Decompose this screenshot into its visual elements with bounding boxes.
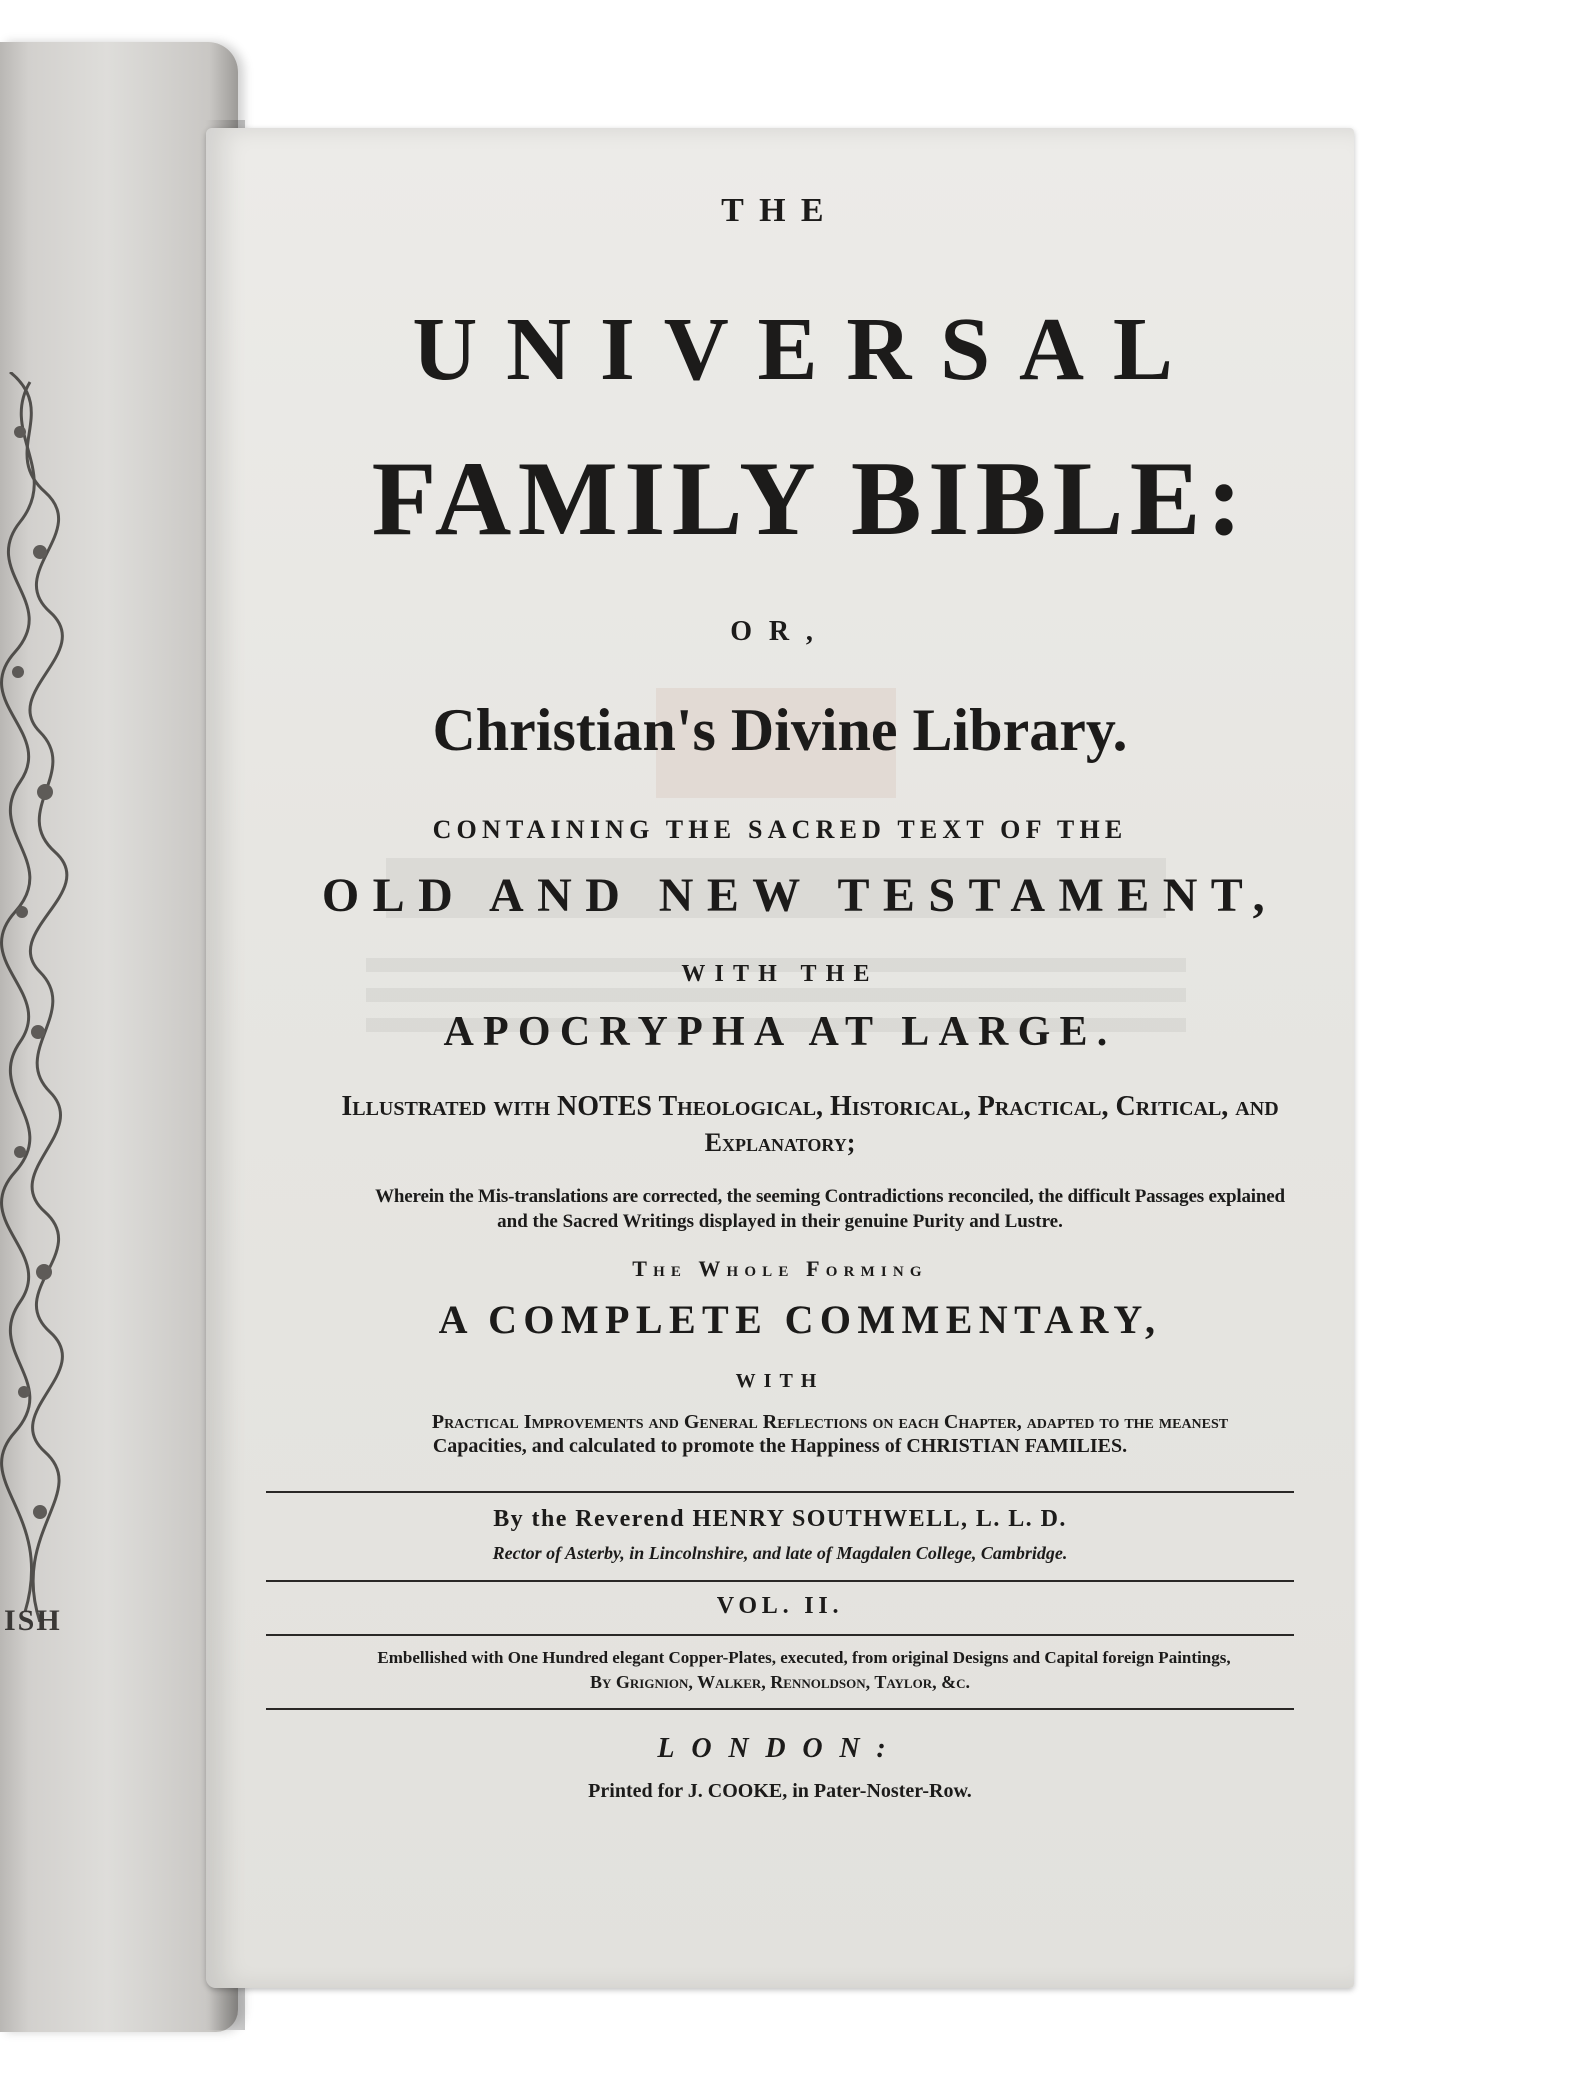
complete-commentary-line: A COMPLETE COMMENTARY, (438, 1297, 1162, 1342)
with-the-line: WITH THE (681, 961, 879, 987)
rule-volume-bottom (266, 1634, 1294, 1636)
apocrypha-line: APOCRYPHA AT LARGE. (443, 1009, 1117, 1055)
title-universal: UNIVERSAL (412, 300, 1202, 399)
wherein-line-1: Wherein the Mis-translations are corrected, the seeming Contradictions reconciled, the difficult Passages explained (375, 1186, 1285, 1207)
title-page (206, 128, 1354, 1988)
engravers-line: By Grignion, Walker, Rennoldson, Taylor, &c. (590, 1672, 970, 1692)
rule-author-bottom (266, 1580, 1294, 1582)
author-line: By the Reverend HENRY SOUTHWELL, L. L. D. (493, 1506, 1067, 1532)
rector-line: Rector of Asterby, in Lincolnshire, and late of Magdalen College, Cambridge. (492, 1543, 1068, 1563)
imprint-city: LONDON: (657, 1733, 903, 1764)
testament-line: OLD AND NEW TESTAMENT, (321, 869, 1279, 922)
with-line: WITH (735, 1370, 825, 1392)
illustrated-line-1: Illustrated with NOTES Theological, Historical, Practical, Critical, and (341, 1091, 1279, 1122)
rule-bottom (266, 1708, 1294, 1710)
whole-forming-line: The Whole Forming (632, 1256, 928, 1281)
frontispiece-ornament (0, 372, 70, 1622)
illustrated-line-2: Explanatory; (704, 1128, 856, 1157)
title-the: THE (721, 192, 839, 229)
rule-top (266, 1491, 1294, 1493)
title-or: OR, (730, 616, 830, 647)
facing-page (0, 42, 238, 2032)
ornament-fragment-text: ISH (4, 1604, 62, 1637)
embellished-line: Embellished with One Hundred elegant Copper-Plates, executed, from original Designs and Capital foreign Paintings, (377, 1648, 1231, 1667)
imprint-printer: Printed for J. COOKE, in Pater-Noster-Row. (588, 1780, 972, 1802)
volume-line: VOL. II. (716, 1593, 844, 1619)
practical-line-2: Capacities, and calculated to promote the Happiness of CHRISTIAN FAMILIES. (432, 1435, 1128, 1457)
containing-line: CONTAINING THE SACRED TEXT OF THE (432, 815, 1128, 844)
practical-line-1: Practical Improvements and General Reflections on each Chapter, adapted to the meanest (431, 1411, 1229, 1433)
wherein-line-2: and the Sacred Writings displayed in their genuine Purity and Lustre. (497, 1211, 1063, 1232)
title-family-bible: FAMILY BIBLE: (371, 440, 1249, 557)
subtitle-library: Christian's Divine Library. (432, 697, 1128, 763)
